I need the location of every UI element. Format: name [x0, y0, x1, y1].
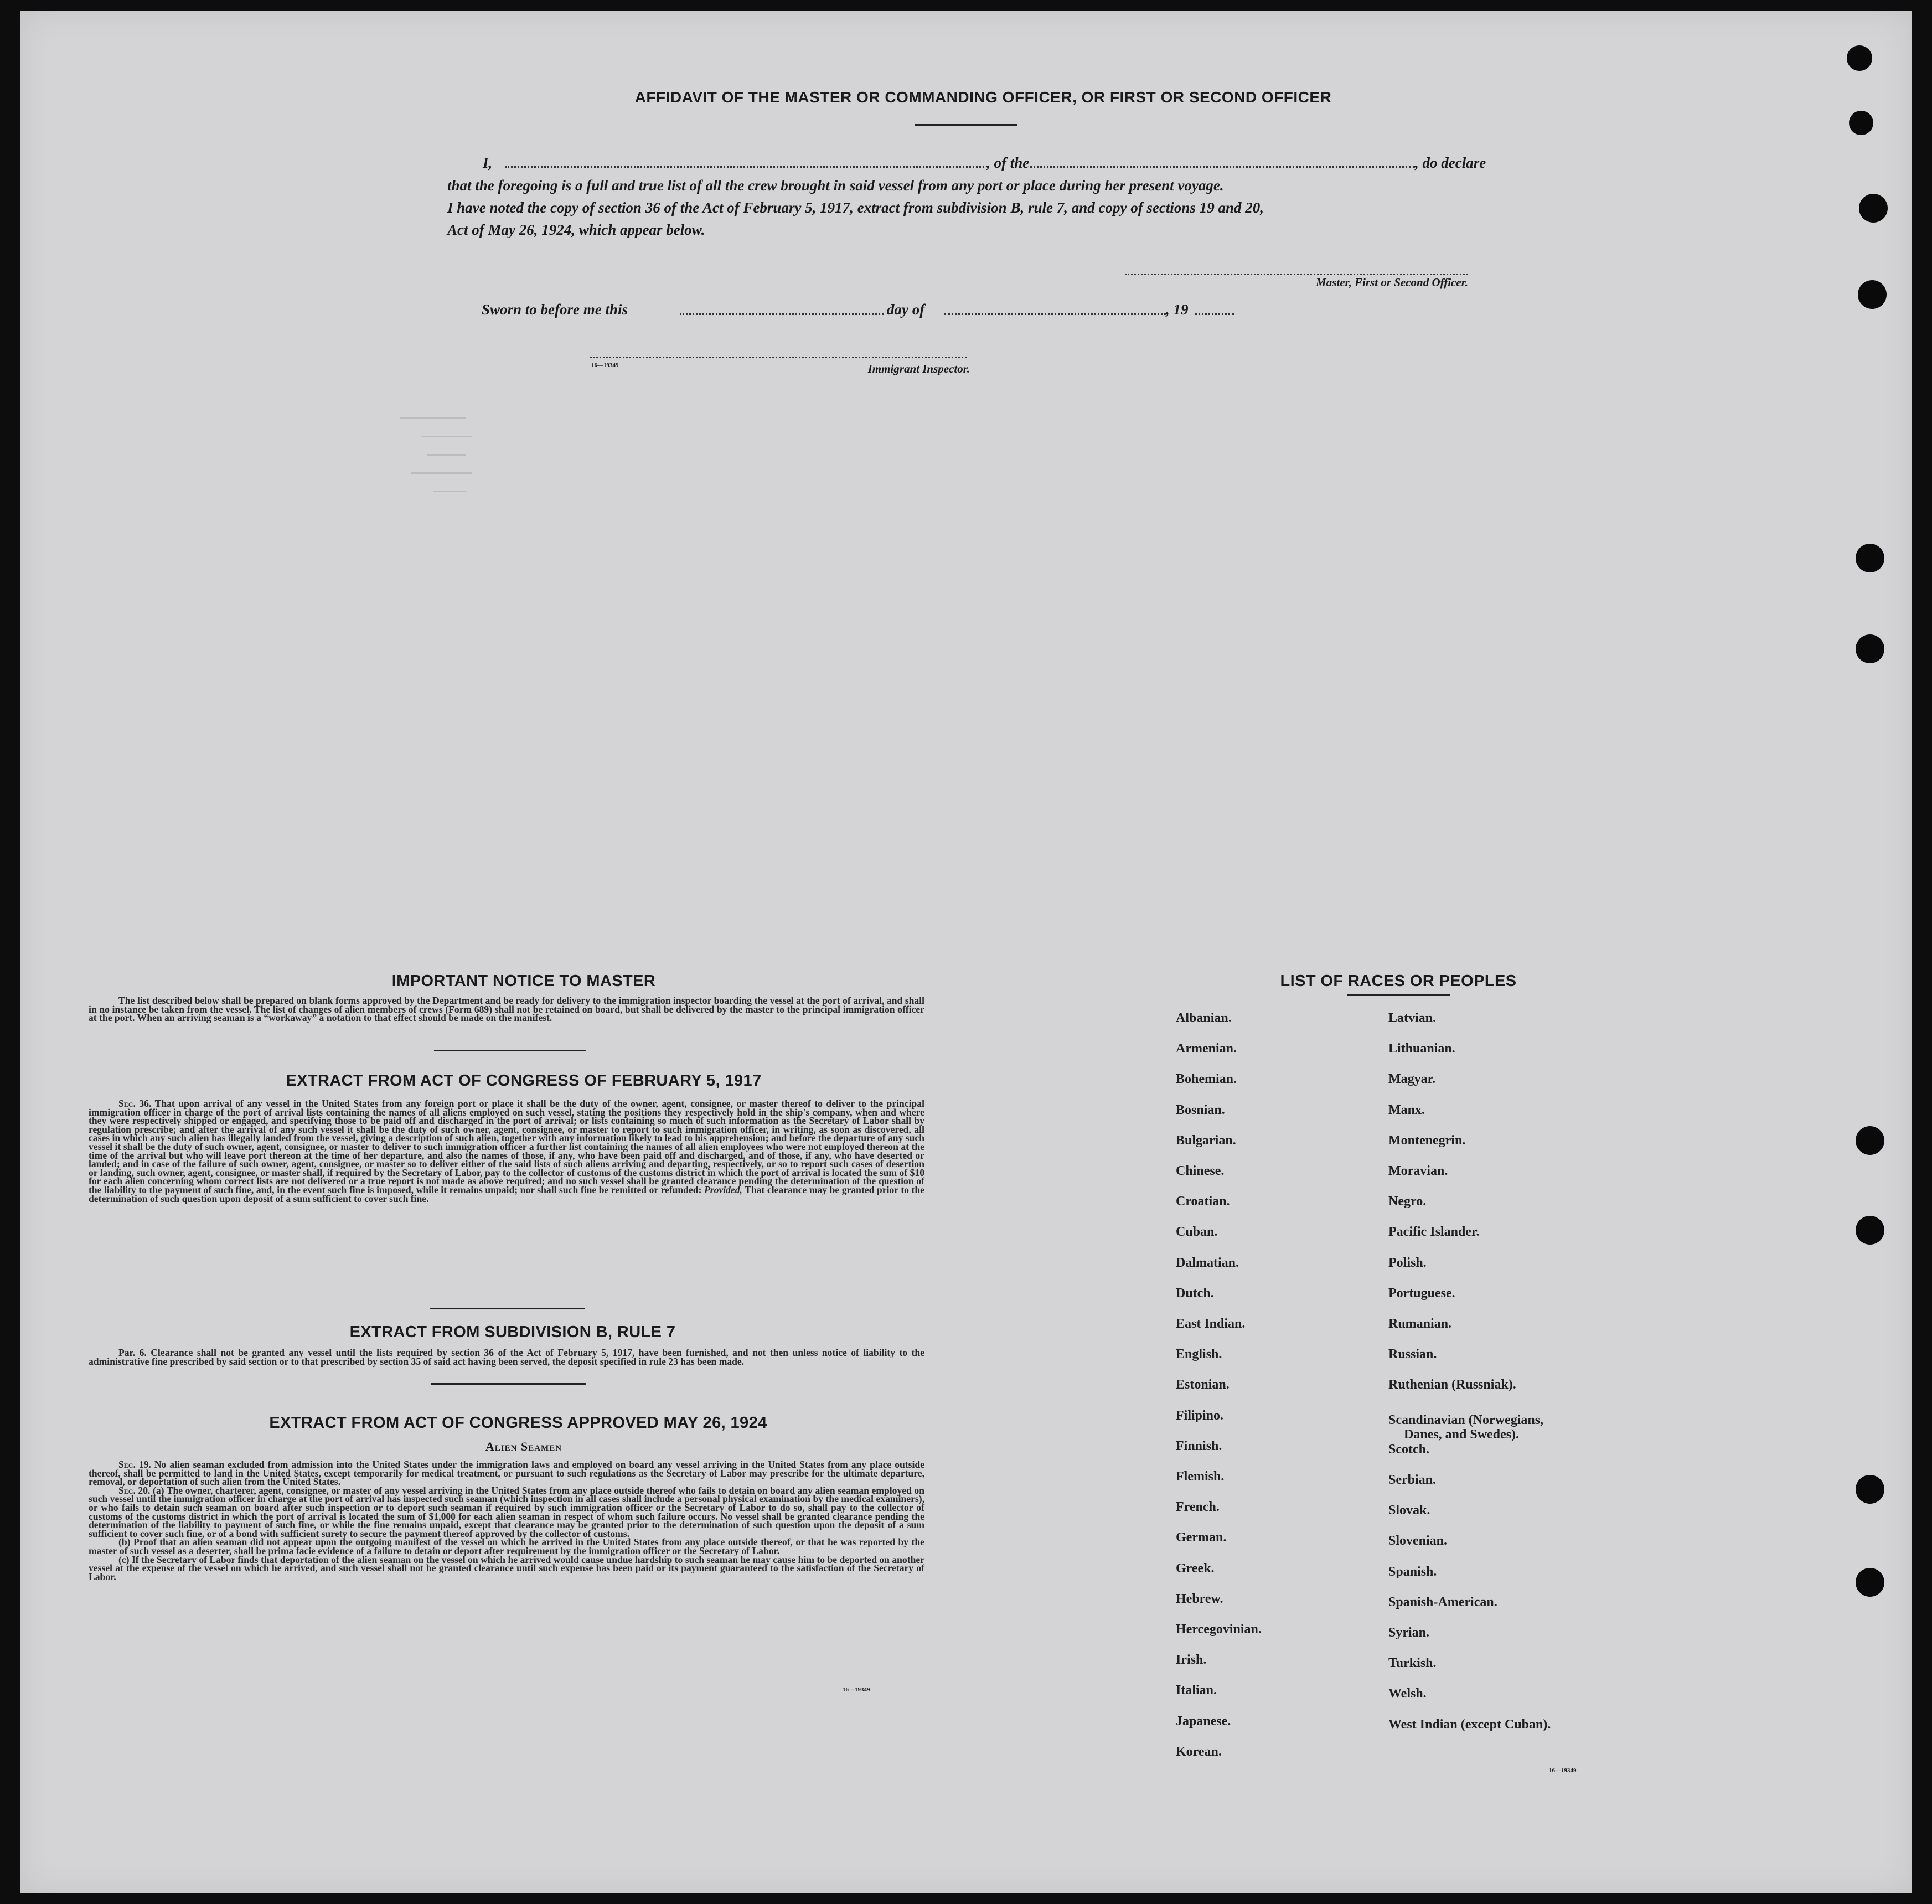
race-item-right: Welsh.	[1388, 1686, 1427, 1701]
extract-rule7-heading: EXTRACT FROM SUBDIVISION B, RULE 7	[349, 1323, 676, 1341]
bleed-through-marks	[389, 412, 499, 534]
races-form-code: 16—19349	[1549, 1767, 1577, 1774]
race-item-right: Slovak.	[1388, 1503, 1430, 1518]
race-item-left: Irish.	[1176, 1653, 1207, 1668]
vessel-name-field[interactable]	[1030, 166, 1415, 168]
race-item-left: East Indian.	[1176, 1317, 1246, 1331]
master-signature-line[interactable]	[1125, 274, 1468, 275]
race-item-right: Serbian.	[1388, 1473, 1437, 1487]
sworn-month-field[interactable]	[944, 313, 1166, 315]
race-item-right: Scandinavian (Norwegians,	[1388, 1412, 1544, 1427]
race-item-right: Negro.	[1388, 1194, 1427, 1209]
binder-hole	[1849, 111, 1873, 135]
race-item-left: French.	[1176, 1500, 1220, 1515]
alien-seamen-subheading: Alien Seamen	[485, 1439, 562, 1453]
sworn-year-field[interactable]	[1195, 313, 1234, 315]
binder-hole	[1856, 1126, 1884, 1155]
binder-hole	[1856, 1475, 1884, 1504]
sworn-day-field[interactable]	[680, 313, 884, 315]
do-declare-label: , do declare	[1415, 154, 1486, 171]
binder-hole	[1856, 1216, 1884, 1245]
race-item-left: Hercegovinian.	[1176, 1622, 1262, 1637]
notice-body: The list described below shall be prepared on blank forms approved by the Department and be ready for delivery to the immigration inspector boarding the vessel at the port of arrival, and shall in no instance be taken from the vessel. The list of changes of alien members of crews (Form 689) shall not be retained on board, but shall be delivered by the master to the principal immigration officer at the port. When an arriving seaman is a “workaway” a notation to that effect should be made on the manifest.	[89, 995, 924, 1024]
race-item-left: Japanese.	[1176, 1714, 1231, 1728]
race-item-right: Syrian.	[1388, 1626, 1430, 1640]
race-item-right: Portuguese.	[1388, 1286, 1455, 1301]
race-item-right: Spanish.	[1388, 1564, 1437, 1579]
race-item-right: Russian.	[1388, 1347, 1437, 1362]
extract-rule7-text	[89, 1349, 924, 1366]
race-item-left: Bohemian.	[1176, 1072, 1237, 1087]
sec-20b-body: (b) Proof that an alien seaman did not appear upon the outgoing manifest of the vessel on which he arrived in the United States from any place outside thereof, or that he was reported by the master of such vessel as a deserter, shall be prima facie evidence of a failure to detain or deport after requirement by the immigration officer or the Secretary of Labor.	[89, 1536, 924, 1556]
race-item-right: Slovenian.	[1388, 1534, 1448, 1549]
race-item-right: Lithuanian.	[1388, 1041, 1455, 1056]
notice-text	[89, 997, 924, 1023]
binder-hole	[1856, 544, 1884, 572]
race-item-left: Greek.	[1176, 1561, 1215, 1576]
binder-hole	[1856, 1568, 1884, 1597]
race-item-right: Scotch.	[1388, 1442, 1429, 1457]
race-item-left: Dutch.	[1176, 1286, 1214, 1301]
extract-1924-heading: EXTRACT FROM ACT OF CONGRESS APPROVED MAY 26, 1924	[269, 1414, 767, 1432]
race-item-right: Spanish-American.	[1388, 1595, 1497, 1609]
race-item-right: Rumanian.	[1388, 1317, 1452, 1331]
provided-label: Provided,	[704, 1184, 742, 1195]
declarant-name-field[interactable]	[505, 166, 984, 168]
race-item-left: Filipino.	[1176, 1408, 1224, 1423]
race-item-left: Cuban.	[1176, 1225, 1218, 1240]
binder-hole	[1859, 194, 1888, 223]
race-item-left: Bulgarian.	[1176, 1133, 1236, 1148]
sec-20a-body: (a) The owner, charterer, agent, consignee, or master of any vessel arriving in the United States from any place outside thereof who fails to detain on board any alien seaman employed on such vessel until the immigration officer in charge at the port of arrival has inspected such seaman (which inspection in all cases shall include a personal physical examination by the medical examiners), or who fails to detain such seaman on board after such inspection or to deport such seaman if required by such immigration officer or the Secretary of Labor to do so, shall pay to the collector of customs of the customs district in which the port of arrival is located the sum of $1,000 for each alien seaman in respect of whom such failure occurs. No vessel shall be granted clearance pending the determination of the liability to payment of such fine, or while the fine remains unpaid, except that clearance may be granted prior to the determination of such question upon the deposit of a sum sufficient to cover such fine, or of a bond with sufficient surety to secure the payment thereof approved by the collector of customs.	[89, 1484, 924, 1539]
day-of-label: day of	[887, 301, 925, 318]
race-item-left: Bosnian.	[1176, 1102, 1225, 1117]
inspector-caption: Immigrant Inspector.	[867, 362, 970, 375]
extract-1917-divider	[430, 1308, 585, 1309]
race-item-right: Montenegrin.	[1388, 1133, 1466, 1148]
sec-19-label: Sec. 19.	[118, 1459, 151, 1470]
races-heading: LIST OF RACES OR PEOPLES	[1280, 972, 1517, 990]
race-item-left: Albanian.	[1176, 1011, 1232, 1025]
extract-1924-text	[89, 1461, 924, 1581]
race-item-right: West Indian (except Cuban).	[1388, 1717, 1551, 1732]
affidavit-i-label: I,	[483, 154, 493, 171]
race-item-left: Flemish.	[1176, 1469, 1225, 1484]
sec-36-body: That upon arrival of any vessel in the United States from any foreign port or place it shall be the duty of the owner, agent, consignee, or master thereof to deliver to the principal immigration officer in charge of the port of arrival lists containing the names of all aliens employed on such vessel, stating the positions they respectively hold in the ship's company, when and where they were respectively shipped or engaged, and specifying those to be paid off and discharged in the port of arrival; or lists containing so much of such information as the Secretary of Labor shall by regulation prescribe; and after the arrival of any such vessel it shall be the duty of such owner, agent, consignee, or master to report to such immigration officer, in writing, as soon as discovered, all cases in which any such alien has illegally landed from the vessel, giving a description of such alien, together with any information likely to lead to his apprehension; and before the departure of any such vessel it shall be the duty of such owner, agent, consignee, or master to deliver to such immigration officer a further list containing the names of all alien employees who were not employed thereon at the time of the arrival but who will leave port thereon at the time of her departure, and also the names of those, if any, who have been paid off and discharged, and of those, if any, who have deserted or landed; and in case of the failure of such owner, agent, consignee, or master so to deliver either of the said lists of such aliens arriving and departing, respectively, or so to report such cases of desertion or landing, such owner, agent, consignee, or master shall, if required by the Secretary of Labor, pay to the collector of customs of the customs district in which the port of arrival is located the sum of $10 for each alien concerning whom correct lists are not delivered or a true report is not made as above required; and no such vessel shall be granted clearance pending the determination of the question of the liability to the payment of such fine, and, in the event such fine is imposed, while it remains unpaid; nor shall such fine be remitted or refunded:	[89, 1098, 924, 1195]
affidavit-line-2: that the foregoing is a full and true list of all the crew brought in said vessel from any port or place during her present voyage.	[447, 177, 1224, 194]
race-item-right: Turkish.	[1388, 1656, 1437, 1671]
sec-20c-body: (c) If the Secretary of Labor finds that deportation of the alien seaman on the vessel on which he arrived would cause undue hardship to such seaman he may cause him to be deported on another vessel at the expense of the vessel on which he arrived, and such vessel shall not be granted clearance until such expense has been paid or its payment guaranteed to the satisfaction of the Secretary of Labor.	[89, 1554, 924, 1582]
extract-rule7-divider	[431, 1383, 586, 1385]
binder-hole	[1856, 634, 1884, 663]
race-item-left: Dalmatian.	[1176, 1255, 1239, 1270]
affidavit-line-4: Act of May 26, 1924, which appear below.	[447, 221, 705, 238]
extract-1917-text	[89, 1100, 924, 1203]
race-item-left: Korean.	[1176, 1744, 1222, 1759]
master-signature-caption: Master, First or Second Officer.	[1316, 276, 1468, 289]
race-item-right: Danes, and Swedes).	[1404, 1427, 1520, 1442]
sec-36-label: Sec. 36.	[118, 1098, 152, 1109]
of-the-label: , of the	[986, 154, 1030, 171]
race-item-left: Estonian.	[1176, 1377, 1230, 1392]
race-item-left: Finnish.	[1176, 1438, 1222, 1453]
race-item-left: Italian.	[1176, 1683, 1217, 1698]
race-item-right: Latvian.	[1388, 1011, 1437, 1025]
sec-19-body: No alien seaman excluded from admission into the United States under the immigration laws and employed on board any vessel arriving in the United States from any place outside thereof, shall be permitted to land in the United States, except temporarily for medical treatment, or pursuant to such regulations as the Secretary of Labor may prescribe for the ultimate departure, removal, or deportation of such alien from the United States.	[89, 1459, 924, 1488]
rule7-body: Par. 6. Clearance shall not be granted any vessel until the lists required by section 36 of the Act of February 5, 1917, have been furnished, and not then unless notice of liability to the administrative fine prescribed by said section or to that prescribed by section 35 of said act having been served, the deposit specified in rule 23 has been made.	[89, 1347, 924, 1367]
race-item-right: Moravian.	[1388, 1164, 1448, 1178]
race-item-right: Manx.	[1388, 1102, 1425, 1117]
binder-hole	[1858, 280, 1887, 309]
affidavit-line-3: I have noted the copy of section 36 of the Act of February 5, 1917, extract from subdivision B, rule 7, and copy of sections 19 and 20,	[447, 199, 1264, 216]
title-divider	[915, 124, 1017, 126]
race-item-left: Croatian.	[1176, 1194, 1230, 1209]
race-item-right: Ruthenian (Russniak).	[1388, 1377, 1516, 1392]
notice-divider	[434, 1050, 586, 1051]
year-label: , 19	[1166, 301, 1189, 318]
race-item-left: German.	[1176, 1530, 1227, 1545]
sec-36-end: That clearance may be granted prior to the determination of such question upon deposit of a sum sufficient to cover such fine.	[89, 1184, 924, 1204]
race-item-left: Armenian.	[1176, 1041, 1237, 1056]
race-item-right: Magyar.	[1388, 1072, 1436, 1087]
race-item-left: Chinese.	[1176, 1164, 1225, 1178]
race-item-right: Pacific Islander.	[1388, 1225, 1480, 1240]
extract-form-code: 16—19349	[843, 1686, 870, 1693]
binder-hole	[1847, 45, 1872, 71]
races-divider	[1347, 994, 1450, 996]
race-item-right: Polish.	[1388, 1255, 1427, 1270]
extract-1917-heading: EXTRACT FROM ACT OF CONGRESS OF FEBRUARY 5, 1917	[286, 1072, 762, 1090]
inspector-signature-line[interactable]	[590, 357, 967, 358]
form-code: 16—19349	[591, 362, 619, 369]
sec-20-label: Sec. 20.	[118, 1484, 151, 1496]
sworn-label: Sworn to before me this	[482, 301, 628, 318]
form-sheet	[20, 11, 1912, 1893]
race-item-left: Hebrew.	[1176, 1591, 1223, 1606]
notice-heading: IMPORTANT NOTICE TO MASTER	[391, 972, 656, 990]
affidavit-title: AFFIDAVIT OF THE MASTER OR COMMANDING OFFICER, OR FIRST OR SECOND OFFICER	[634, 89, 1332, 106]
race-item-left: English.	[1176, 1347, 1222, 1362]
